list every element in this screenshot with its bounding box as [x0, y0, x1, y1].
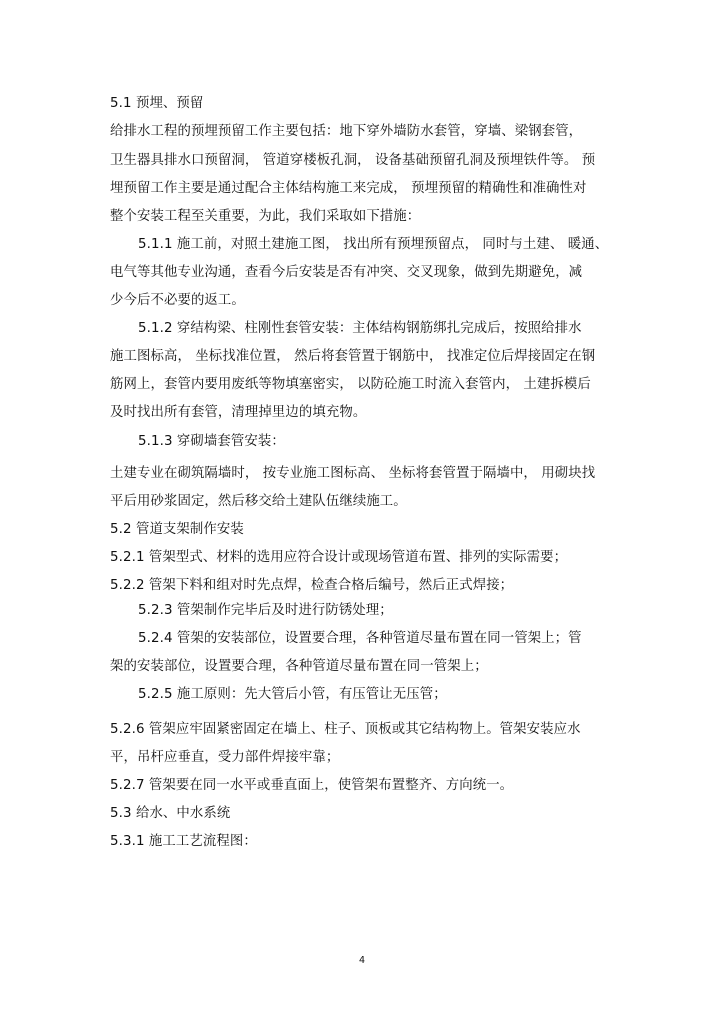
paragraph-line: 施工图标高， 坐标找准位置， 然后将套管置于钢筋中， 找准定位后焊接固定在钢: [110, 349, 596, 364]
paragraph-line: 土建专业在砌筑隔墙时， 按专业施工图标高、 坐标将套管置于隔墙中， 用砌块找: [110, 466, 596, 481]
paragraph-line: 埋预留工作主要是通过配合主体结构施工来完成， 预埋预留的精确性和准确性对: [110, 181, 587, 196]
paragraph-line: 5.1.3 穿砌墙套管安装：: [138, 434, 285, 449]
page-number: 4: [358, 955, 366, 966]
paragraph-line: 5.2.5 施工原则：先大管后小管，有压管让无压管；: [138, 687, 447, 702]
paragraph-line: 5.1.2 穿结构梁、柱刚性套管安装：主体结构钢筋绑扎完成后，按照给排水: [138, 321, 582, 336]
paragraph-line: 卫生器具排水口预留洞， 管道穿楼板孔洞， 设备基础预留孔洞及预埋铁件等。 预: [110, 153, 596, 168]
section-heading-5-3: 5.3 给水、中水系统: [110, 806, 231, 821]
paragraph-line: 5.2.6 管架应牢固紧密固定在墙上、柱子、顶板或其它结构物上。管架安装应水: [110, 722, 581, 737]
paragraph-line: 少今后不必要的返工。: [110, 293, 245, 308]
section-heading-5-2: 5.2 管道支架制作安装: [110, 522, 244, 537]
paragraph-line: 5.2.2 管架下料和组对时先点焊，检查合格后编号，然后正式焊接；: [110, 578, 514, 593]
paragraph-line: 5.2.1 管架型式、材料的选用应符合设计或现场管道布置、排列的实际需要；: [110, 550, 568, 565]
paragraph-line: 电气等其他专业沟通，查看今后安装是否有冲突、交叉现象，做到先期避免，减: [110, 265, 583, 280]
paragraph-line: 5.2.4 管架的安装部位，设置要合理，各种管道尽量布置在同一管架上；管: [138, 631, 582, 646]
paragraph-line: 平，吊杆应垂直，受力部件焊接牢靠；: [110, 750, 340, 765]
paragraph-line: 5.1.1 施工前，对照土建施工图， 找出所有预埋预留点， 同时与土建、 暖通、: [138, 237, 609, 252]
paragraph-line: 给排水工程的预埋预留工作主要包括：地下穿外墙防水套管，穿墙、梁钢套管，: [110, 124, 583, 139]
paragraph-line: 筋网上，套管内要用废纸等物填塞密实， 以防砼施工时流入套管内， 土建拆模后: [110, 377, 591, 392]
paragraph-line: 平后用砂浆固定，然后移交给土建队伍继续施工。: [110, 494, 407, 509]
paragraph-line: 整个安装工程至关重要，为此，我们采取如下措施：: [110, 209, 421, 224]
section-heading-5-1: 5.1 预埋、预留: [110, 96, 204, 111]
paragraph-line: 5.2.3 管架制作完毕后及时进行防锈处理；: [138, 603, 393, 618]
paragraph-line: 架的安装部位，设置要合理，各种管道尽量布置在同一管架上；: [110, 659, 488, 674]
paragraph-line: 5.2.7 管架要在同一水平或垂直面上，使管架布置整齐、方向统一。: [110, 778, 514, 793]
paragraph-line: 及时找出所有套管，清理掉里边的填充物。: [110, 405, 367, 420]
paragraph-line: 5.3.1 施工工艺流程图：: [110, 834, 257, 849]
